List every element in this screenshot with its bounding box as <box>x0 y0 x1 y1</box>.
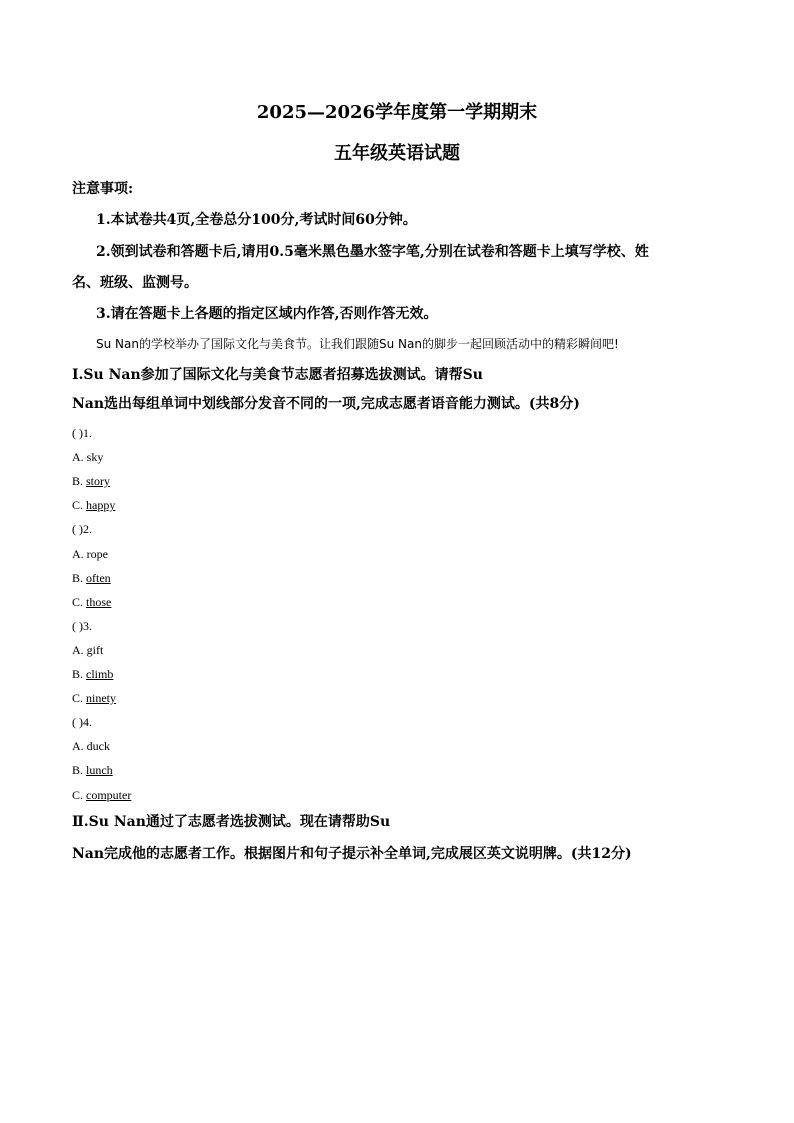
option-line <box>72 643 103 658</box>
option-letter: B. <box>72 763 87 778</box>
exam-title: 2025—2026学年度第一学期期末 <box>256 102 538 123</box>
option-word: computer <box>86 787 132 802</box>
option-letter: C. <box>72 594 87 609</box>
section-1-heading: Ⅰ.Su Nan参加了国际文化与美食节志愿者招募选拔测试。请帮Su <box>72 367 483 383</box>
notice-heading: 注意事项: <box>72 181 134 197</box>
notice-item-2: 2.领到试卷和答题卡后,请用0.5毫米黑色墨水签字笔,分别在试卷和答题卡上填写学校、姓 <box>96 244 649 260</box>
option-line <box>72 571 111 586</box>
option-letter: C. <box>72 498 87 513</box>
option-line <box>72 763 113 778</box>
option-line <box>72 450 103 465</box>
section-2-instructions: Nan完成他的志愿者工作。根据图片和句子提示补全单词,完成展区英文说明牌。(共12分) <box>72 846 632 862</box>
option-letter: C. <box>72 787 87 802</box>
option-line <box>72 788 131 803</box>
option-line <box>72 474 110 489</box>
option-word: lunch <box>86 763 113 778</box>
option-letter: A. <box>72 739 87 754</box>
notice-item-3: 3.请在答题卡上各题的指定区域内作答,否则作答无效。 <box>96 306 438 322</box>
option-letter: A. <box>72 546 87 561</box>
option-line <box>72 691 116 706</box>
option-word: story <box>86 474 111 489</box>
option-word: happy <box>86 498 116 513</box>
option-line <box>72 547 108 562</box>
option-letter: B. <box>72 570 87 585</box>
option-letter: A. <box>72 450 87 465</box>
option-letter: B. <box>72 667 87 681</box>
notice-item-1: 1.本试卷共4页,全卷总分100分,考试时间60分钟。 <box>96 212 417 228</box>
notice-item-2-continued: 名、班级、监测号。 <box>72 275 198 291</box>
option-letter: B. <box>72 474 87 489</box>
option-letter: C. <box>72 691 87 706</box>
section-2-heading: Ⅱ.Su Nan通过了志愿者选拔测试。现在请帮助Su <box>72 814 391 830</box>
exam-subtitle: 五年级英语试题 <box>334 143 460 164</box>
intro-text: Su Nan的学校举办了国际文化与美食节。让我们跟随Su Nan的脚步一起回顾活动中的精彩瞬间吧! <box>96 337 619 351</box>
option-letter: A. <box>72 642 87 657</box>
question-stem: ( )3. <box>72 618 92 633</box>
option-line <box>72 498 115 513</box>
option-line <box>72 595 111 610</box>
question-stem: ( )4. <box>72 715 92 730</box>
section-1-instructions: Nan选出每组单词中划线部分发音不同的一项,完成志愿者语音能力测试。(共8分) <box>72 396 580 412</box>
option-word: those <box>86 594 112 609</box>
option-line <box>72 739 110 754</box>
option-word: duck <box>86 739 110 754</box>
question-stem: ( )2. <box>72 522 92 537</box>
option-word: climb <box>86 667 114 681</box>
option-word: sky <box>86 450 104 465</box>
question-stem: ( )1. <box>72 426 92 440</box>
option-word: often <box>86 570 111 585</box>
option-word: gift <box>86 642 104 657</box>
option-word: rope <box>86 546 108 561</box>
option-word: ninety <box>86 691 117 706</box>
option-line <box>72 667 113 682</box>
